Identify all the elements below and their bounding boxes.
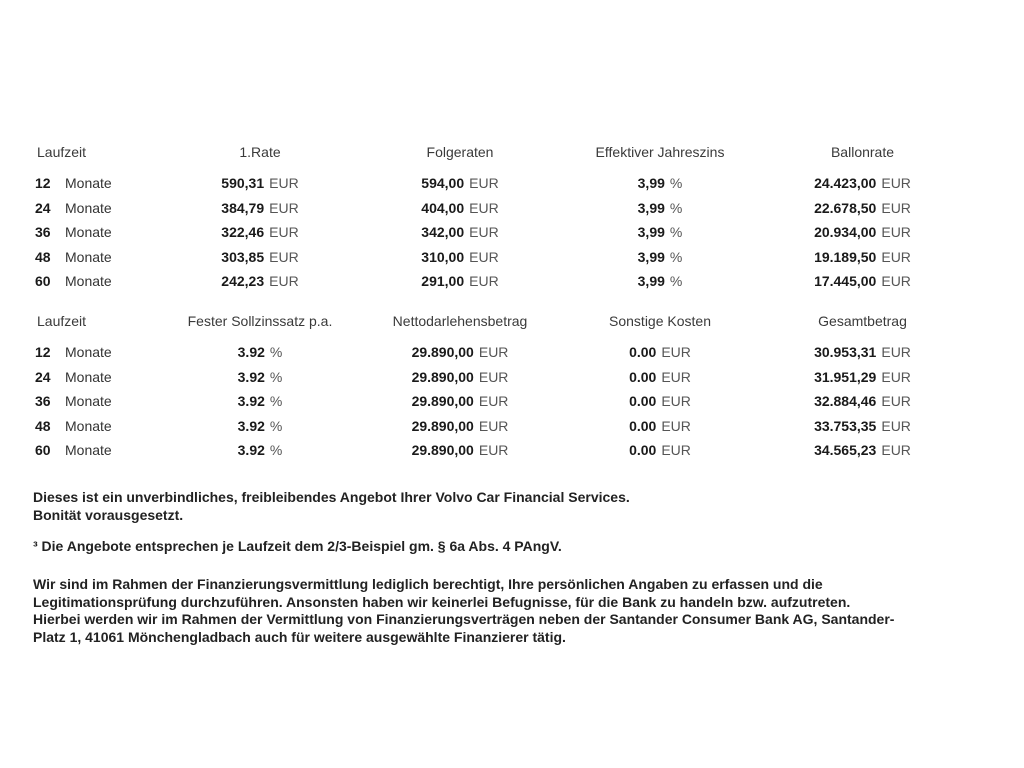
percent-value: 3,99 [637, 224, 665, 241]
currency-unit: EUR [469, 273, 499, 290]
amount-value: 0.00 [629, 442, 657, 459]
zins-cell [560, 196, 760, 221]
percent-value: 3.92 [237, 344, 265, 361]
percent-value: 3.92 [237, 368, 265, 385]
rate-value: 384,79 [221, 199, 265, 216]
currency-unit: EUR [881, 393, 911, 410]
amount-value: 29.890,00 [411, 442, 474, 459]
currency-unit: EUR [881, 368, 911, 385]
percent-value: 3,99 [637, 248, 665, 265]
rate-value: 17.445,00 [814, 273, 877, 290]
sollzins-cell [160, 340, 360, 365]
percent-value: 3,99 [637, 273, 665, 290]
laufzeit-cell [35, 171, 160, 196]
currency-unit: EUR [478, 442, 509, 459]
header-effektiver-jahreszins: Effektiver Jahreszins [595, 144, 725, 160]
amount-value: 30.953,31 [814, 344, 877, 361]
legal-paragraph-line2: Legitimationsprüfung durchzuführen. Ansonsten haben wir keinerlei Befugnisse, für die Bank zu handeln bzw. aufzutreten. [33, 593, 851, 610]
rate-value: 590,31 [221, 175, 265, 192]
currency-unit: EUR [881, 273, 911, 290]
header-laufzeit: Laufzeit [37, 313, 87, 329]
legal-paragraph-line3: Hierbei werden wir im Rahmen der Vermittlung von Finanzierungsverträgen neben der Santander Consumer Bank AG, Santander- [33, 611, 895, 627]
amount-value: 29.890,00 [411, 344, 474, 361]
zins-cell [560, 245, 760, 270]
percent-value: 3,99 [637, 199, 665, 216]
percent-unit: % [669, 273, 683, 290]
percent-unit: % [669, 224, 683, 241]
netto-cell [360, 414, 560, 439]
months-value: 24 [35, 368, 51, 385]
offer-disclaimer-line2: Bonität vorausgesetzt. [33, 506, 184, 523]
kosten-cell [560, 389, 760, 414]
sollzins-cell [160, 389, 360, 414]
amount-value: 32.884,46 [814, 393, 877, 410]
percent-unit: % [269, 442, 283, 459]
currency-unit: EUR [881, 417, 911, 434]
rate-value: 291,00 [421, 273, 465, 290]
amount-value: 0.00 [629, 393, 657, 410]
header-folgeraten: Folgeraten [426, 144, 494, 160]
currency-unit: EUR [478, 344, 509, 361]
sollzins-cell [160, 438, 360, 463]
amount-value: 0.00 [629, 344, 657, 361]
header-ballonrate: Ballonrate [830, 144, 895, 160]
laufzeit-cell [35, 340, 160, 365]
months-value: 24 [35, 199, 51, 216]
rate-value: 404,00 [421, 199, 465, 216]
ballonrate-cell [760, 269, 965, 294]
kosten-cell [560, 438, 760, 463]
months-value: 48 [35, 248, 51, 265]
erste-rate-cell [160, 220, 360, 245]
rate-value: 303,85 [221, 248, 265, 265]
months-unit: Monate [65, 273, 112, 290]
percent-value: 3,99 [637, 175, 665, 192]
ballonrate-cell [760, 245, 965, 270]
months-unit: Monate [65, 199, 112, 216]
months-value: 60 [35, 273, 51, 290]
months-unit: Monate [65, 368, 112, 385]
currency-unit: EUR [661, 368, 691, 385]
gesamt-cell [760, 389, 965, 414]
gesamt-cell [760, 365, 965, 390]
netto-cell [360, 438, 560, 463]
months-value: 36 [35, 393, 51, 410]
amount-value: 0.00 [629, 417, 657, 434]
footnote-pangv: ³ Die Angebote entsprechen je Laufzeit dem 2/3-Beispiel gm. § 6a Abs. 4 PAngV. [33, 538, 562, 554]
rate-value: 310,00 [421, 248, 465, 265]
rate-value: 19.189,50 [814, 248, 877, 265]
percent-unit: % [269, 417, 283, 434]
months-value: 36 [35, 224, 51, 241]
percent-unit: % [669, 175, 683, 192]
months-value: 12 [35, 175, 51, 192]
currency-unit: EUR [881, 199, 911, 216]
currency-unit: EUR [478, 417, 509, 434]
months-unit: Monate [65, 417, 112, 434]
laufzeit-cell [35, 245, 160, 270]
laufzeit-cell [35, 414, 160, 439]
currency-unit: EUR [661, 393, 691, 410]
header-erste-rate: 1.Rate [239, 144, 281, 160]
currency-unit: EUR [469, 224, 499, 241]
gesamt-cell [760, 414, 965, 439]
amount-value: 34.565,23 [814, 442, 877, 459]
amount-value: 29.890,00 [411, 417, 474, 434]
offer-disclaimer [33, 489, 630, 524]
laufzeit-cell [35, 389, 160, 414]
erste-rate-cell [160, 269, 360, 294]
rate-value: 24.423,00 [814, 175, 877, 192]
amount-value: 33.753,35 [814, 417, 877, 434]
netto-cell [360, 340, 560, 365]
currency-unit: EUR [469, 248, 499, 265]
rates-table [35, 144, 965, 294]
header-gesamtbetrag: Gesamtbetrag [818, 313, 907, 329]
gesamt-cell [760, 340, 965, 365]
months-unit: Monate [65, 344, 112, 361]
percent-unit: % [269, 368, 283, 385]
currency-unit: EUR [469, 175, 499, 192]
netto-cell [360, 389, 560, 414]
netto-cell [360, 365, 560, 390]
header-laufzeit: Laufzeit [37, 144, 87, 160]
currency-unit: EUR [478, 368, 509, 385]
folgerate-cell [360, 171, 560, 196]
currency-unit: EUR [881, 442, 911, 459]
percent-value: 3.92 [237, 417, 265, 434]
amount-value: 31.951,29 [814, 368, 877, 385]
percent-value: 3.92 [237, 393, 265, 410]
laufzeit-cell [35, 438, 160, 463]
folgerate-cell [360, 245, 560, 270]
currency-unit: EUR [269, 248, 299, 265]
rate-value: 322,46 [221, 224, 265, 241]
laufzeit-cell [35, 269, 160, 294]
months-unit: Monate [65, 248, 112, 265]
months-value: 60 [35, 442, 51, 459]
zins-cell [560, 269, 760, 294]
offer-disclaimer-line1: Dieses ist ein unverbindliches, freibleibendes Angebot Ihrer Volvo Car Financial Services. [33, 489, 630, 505]
months-unit: Monate [65, 175, 112, 192]
rate-value: 342,00 [421, 224, 465, 241]
months-unit: Monate [65, 442, 112, 459]
months-unit: Monate [65, 224, 112, 241]
sollzins-cell [160, 365, 360, 390]
rate-value: 594,00 [421, 175, 465, 192]
amount-value: 0.00 [629, 368, 657, 385]
percent-unit: % [269, 393, 283, 410]
header-nettodarlehensbetrag: Nettodarlehensbetrag [392, 313, 528, 329]
erste-rate-cell [160, 171, 360, 196]
legal-paragraph-line1: Wir sind im Rahmen der Finanzierungsvermittlung lediglich berechtigt, Ihre persönlichen Angaben zu erfassen und die [33, 576, 823, 592]
months-unit: Monate [65, 393, 112, 410]
header-sonstige-kosten: Sonstige Kosten [609, 313, 711, 329]
currency-unit: EUR [661, 417, 691, 434]
currency-unit: EUR [478, 393, 509, 410]
percent-value: 3.92 [237, 442, 265, 459]
currency-unit: EUR [661, 344, 691, 361]
ballonrate-cell [760, 220, 965, 245]
kosten-cell [560, 365, 760, 390]
months-value: 12 [35, 344, 51, 361]
erste-rate-cell [160, 245, 360, 270]
legal-paragraph-line4: Platz 1, 41061 Mönchengladbach auch für weitere ausgewählte Finanzierer tätig. [33, 628, 566, 645]
ballonrate-cell [760, 171, 965, 196]
rate-value: 20.934,00 [814, 224, 877, 241]
kosten-cell [560, 340, 760, 365]
currency-unit: EUR [661, 442, 691, 459]
sollzins-cell [160, 414, 360, 439]
erste-rate-cell [160, 196, 360, 221]
currency-unit: EUR [269, 175, 299, 192]
rate-value: 242,23 [221, 273, 265, 290]
conditions-table [35, 313, 965, 463]
laufzeit-cell [35, 220, 160, 245]
laufzeit-cell [35, 365, 160, 390]
amount-value: 29.890,00 [411, 368, 474, 385]
laufzeit-cell [35, 196, 160, 221]
legal-paragraph [33, 576, 894, 646]
percent-unit: % [669, 199, 683, 216]
currency-unit: EUR [881, 344, 911, 361]
currency-unit: EUR [881, 175, 911, 192]
ballonrate-cell [760, 196, 965, 221]
gesamt-cell [760, 438, 965, 463]
header-fester-sollzinssatz: Fester Sollzinssatz p.a. [187, 313, 333, 329]
months-value: 48 [35, 417, 51, 434]
currency-unit: EUR [881, 248, 911, 265]
currency-unit: EUR [881, 224, 911, 241]
currency-unit: EUR [469, 199, 499, 216]
currency-unit: EUR [269, 273, 299, 290]
percent-unit: % [269, 344, 283, 361]
kosten-cell [560, 414, 760, 439]
currency-unit: EUR [269, 224, 299, 241]
currency-unit: EUR [269, 199, 299, 216]
folgerate-cell [360, 220, 560, 245]
amount-value: 29.890,00 [411, 393, 474, 410]
percent-unit: % [669, 248, 683, 265]
folgerate-cell [360, 196, 560, 221]
zins-cell [560, 171, 760, 196]
zins-cell [560, 220, 760, 245]
folgerate-cell [360, 269, 560, 294]
rate-value: 22.678,50 [814, 199, 877, 216]
